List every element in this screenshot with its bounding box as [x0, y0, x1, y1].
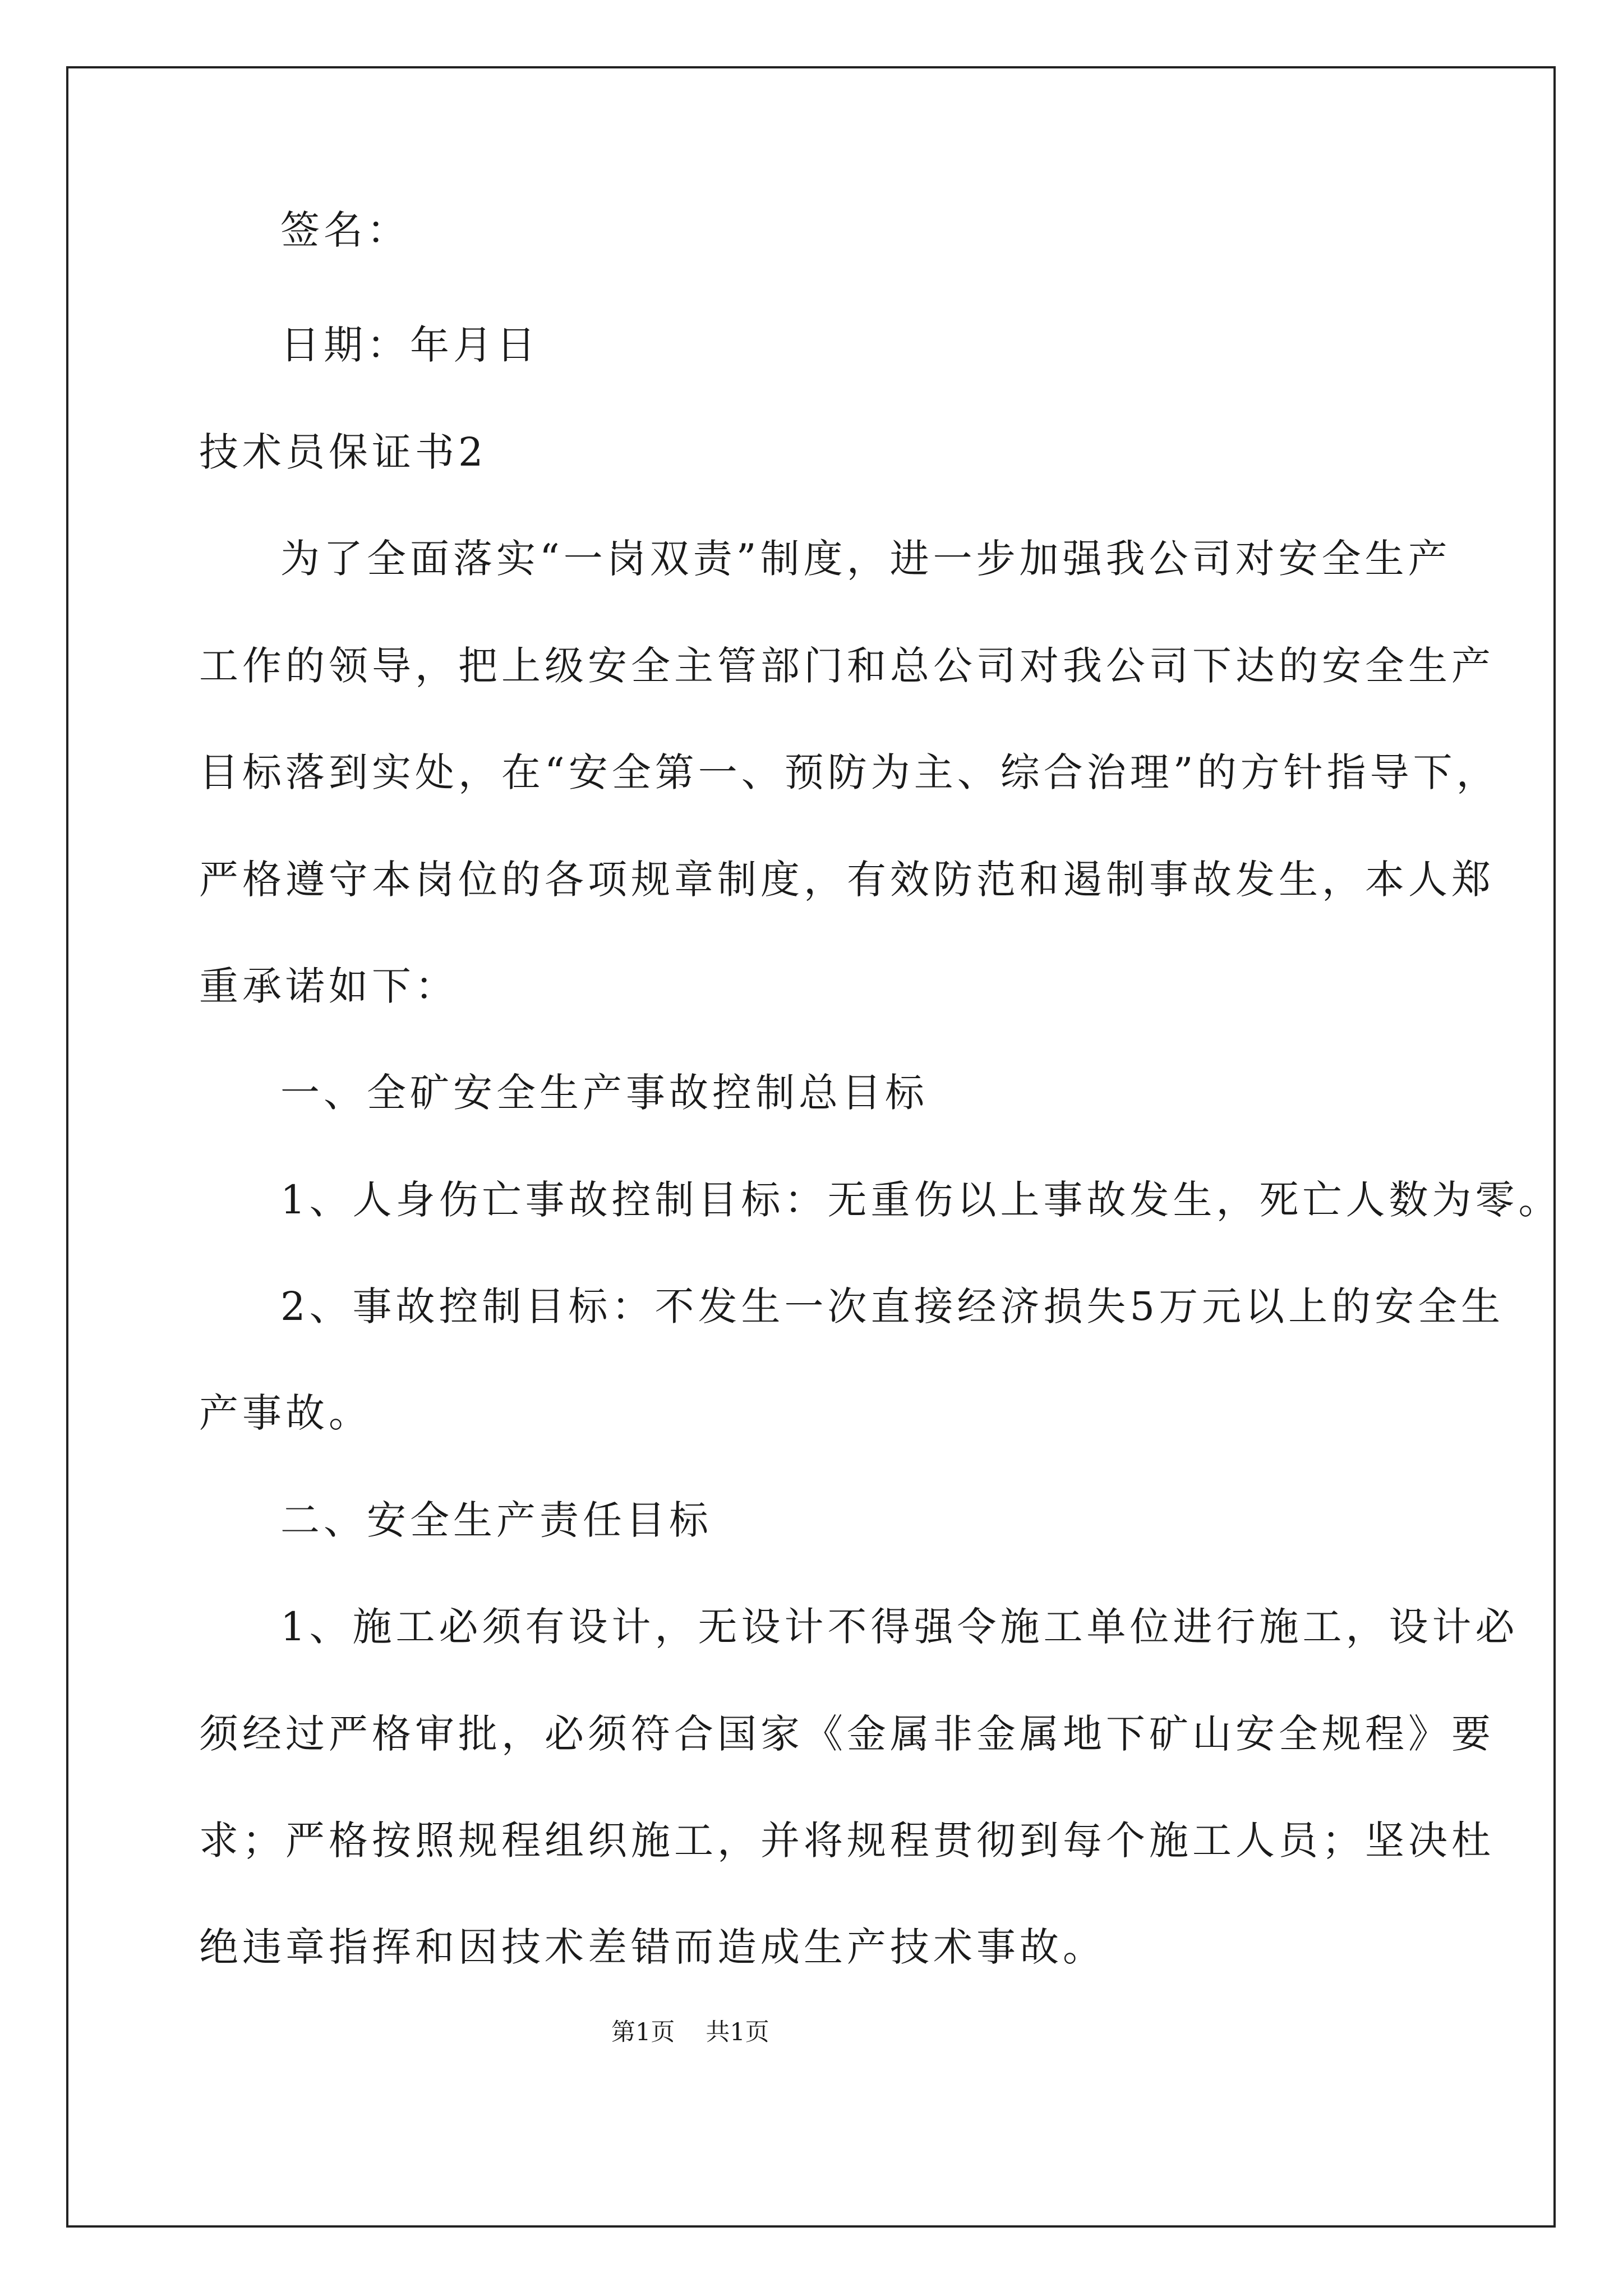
page-footer [611, 2016, 1004, 2049]
page-number-current: 第1页 [611, 2018, 675, 2046]
section-title: 技术员保证书2 [199, 429, 487, 475]
paragraph-line: 工作的领导，把上级安全主管部门和总公司对我公司下达的安全生产 [199, 643, 1495, 689]
paragraph-line: 产事故。 [199, 1390, 372, 1436]
paragraph-line: 重承诺如下： [199, 963, 458, 1009]
paragraph-line: 严格遵守本岗位的各项规章制度，有效防范和遏制事故发生，本人郑 [199, 857, 1495, 903]
date-line: 日期：年月日 [280, 322, 540, 368]
page-number-total: 共1页 [706, 2018, 769, 2046]
paragraph-line: 须经过严格审批，必须符合国家《金属非金属地下矿山安全规程》要 [199, 1711, 1495, 1757]
page-border [66, 66, 1556, 2228]
paragraph-line: 目标落到实处，在“安全第一、预防为主、综合治理”的方针指导下， [199, 749, 1500, 795]
paragraph-line: 为了全面落实“一岗双责”制度，进一步加强我公司对安全生产 [280, 536, 1451, 582]
signature-line: 签名： [280, 207, 410, 253]
paragraph-line: 1、人身伤亡事故控制目标：无重伤以上事故发生，死亡人数为零。 [280, 1177, 1562, 1223]
heading-line: 一、全矿安全生产事故控制总目标 [280, 1070, 928, 1116]
paragraph-line: 绝违章指挥和因技术差错而造成生产技术事故。 [199, 1924, 1106, 1970]
paragraph-line: 1、施工必须有设计，无设计不得强令施工单位进行施工，设计必 [280, 1604, 1519, 1650]
heading-line: 二、安全生产责任目标 [280, 1497, 712, 1543]
paragraph-line: 2、事故控制目标：不发生一次直接经济损失5万元以上的安全生 [280, 1283, 1505, 1329]
paragraph-line: 求；严格按照规程组织施工，并将规程贯彻到每个施工人员；坚决杜 [199, 1818, 1495, 1864]
